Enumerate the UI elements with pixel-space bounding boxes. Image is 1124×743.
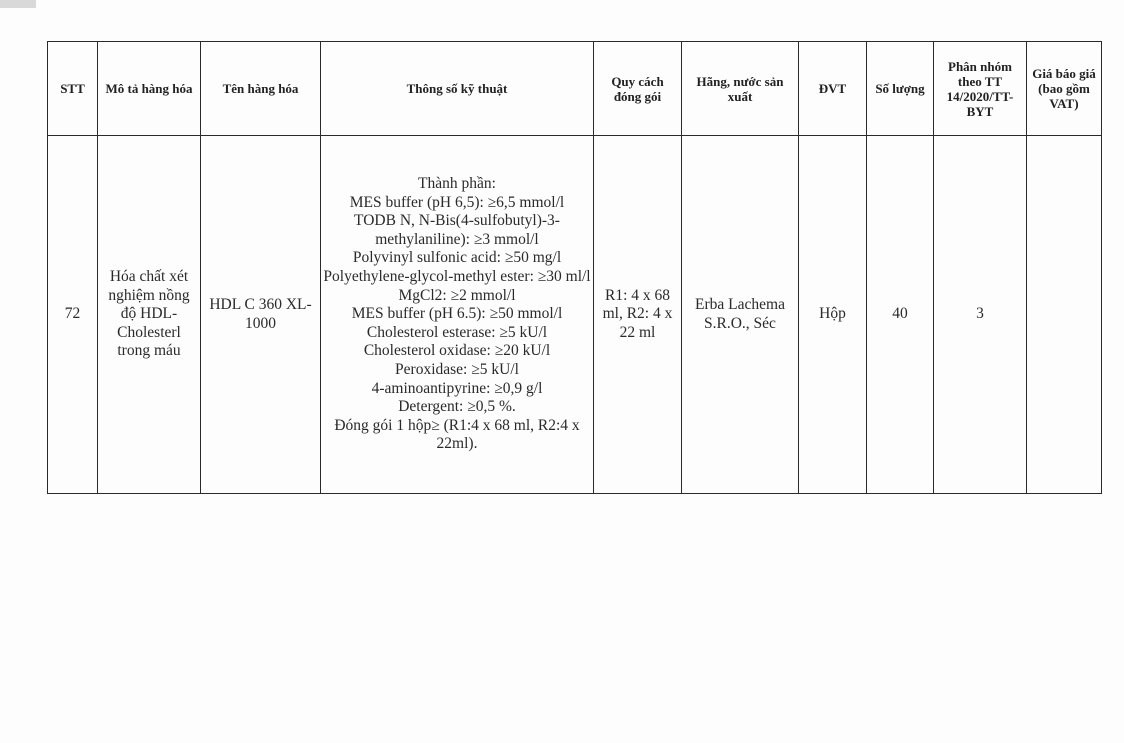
header-stt: STT	[48, 42, 98, 136]
spec-line: Detergent: ≥0,5 %.	[398, 398, 516, 416]
spec-line: Peroxidase: ≥5 kU/l	[395, 360, 519, 378]
spec-line: Polyethylene-glycol-methyl ester: ≥30 ml/l	[323, 268, 591, 286]
header-price: Giá báo giá (bao gồm VAT)	[1027, 42, 1102, 136]
cell-price	[1027, 136, 1102, 494]
cell-specs	[321, 136, 594, 494]
cell-manufacturer: Erba Lachema S.R.O., Séc	[682, 136, 799, 494]
spec-line: Đóng gói 1 hộp≥ (R1:4 x 68 ml, R2:4 x 22ml).	[334, 416, 580, 453]
spec-line: MES buffer (pH 6,5): ≥6,5 mmol/l	[349, 193, 565, 211]
spec-line: Thành phần:	[418, 175, 496, 193]
header-description: Mô tả hàng hóa	[98, 42, 201, 136]
header-group: Phân nhóm theo TT 14/2020/TT-BYT	[934, 42, 1027, 136]
header-packaging: Quy cách đóng gói	[594, 42, 682, 136]
spec-line: MES buffer (pH 6.5): ≥50 mmol/l	[351, 305, 563, 323]
spec-line: Polyvinyl sulfonic acid: ≥50 mg/l	[352, 249, 562, 267]
header-unit: ĐVT	[799, 42, 867, 136]
cell-name: HDL C 360 XL-1000	[201, 136, 321, 494]
cell-description: Hóa chất xét nghiệm nồng độ HDL-Cholesterl trong máu	[98, 136, 201, 494]
scan-edge-mark	[0, 0, 36, 8]
cell-unit: Hộp	[799, 136, 867, 494]
header-quantity: Số lượng	[867, 42, 934, 136]
goods-spec-table	[47, 41, 1102, 494]
cell-group: 3	[934, 136, 1027, 494]
spec-line: 4-aminoantipyrine: ≥0,9 g/l	[371, 379, 543, 397]
header-specs: Thông số kỹ thuật	[321, 42, 594, 136]
spec-line: MgCl2: ≥2 mmol/l	[398, 286, 516, 304]
header-manufacturer: Hãng, nước sản xuất	[682, 42, 799, 136]
cell-packaging: R1: 4 x 68 ml, R2: 4 x 22 ml	[594, 136, 682, 494]
cell-stt: 72	[48, 136, 98, 494]
spec-line: Cholesterol esterase: ≥5 kU/l	[366, 323, 548, 341]
spec-line: TODB N, N-Bis(4-sulfobutyl)-3-methylaniline): ≥3 mmol/l	[354, 212, 560, 248]
table-header-row	[48, 42, 1102, 136]
table-row	[48, 136, 1102, 494]
cell-quantity: 40	[867, 136, 934, 494]
header-name: Tên hàng hóa	[201, 42, 321, 136]
spec-line: Cholesterol oxidase: ≥20 kU/l	[363, 342, 551, 360]
